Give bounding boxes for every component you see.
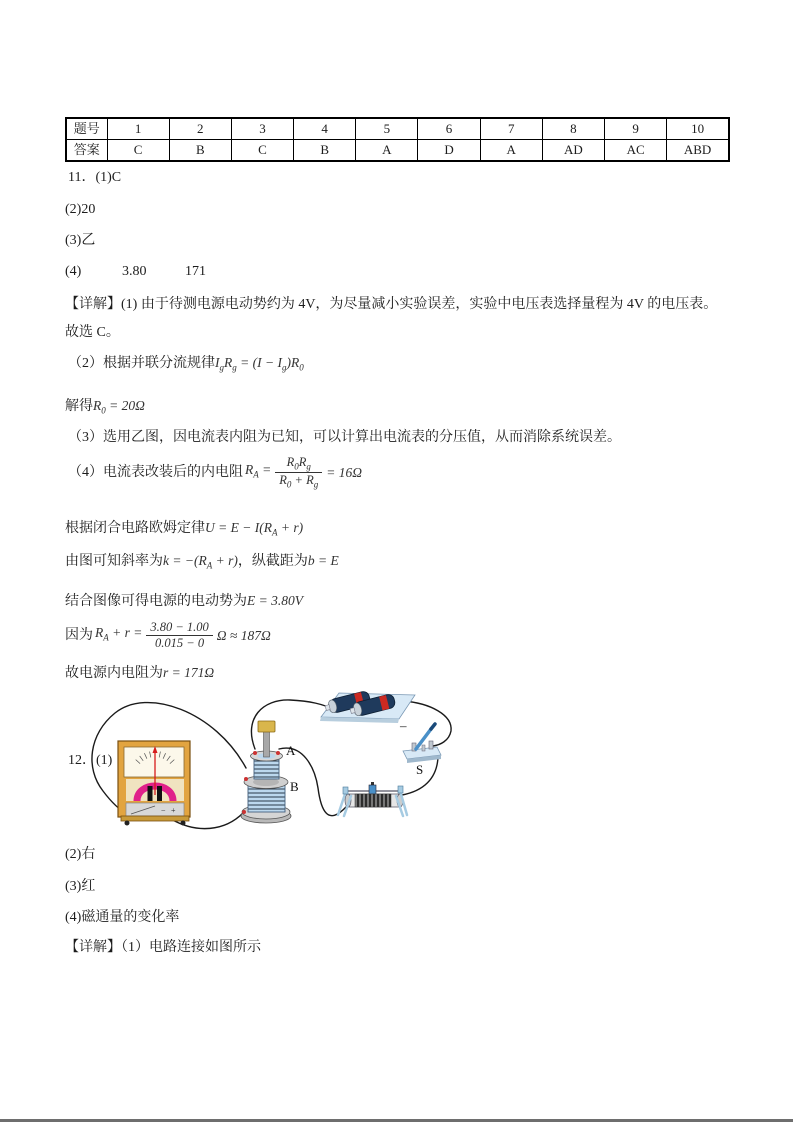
answer-cell: ABD: [667, 140, 729, 162]
answer-cell: B: [294, 140, 356, 162]
magnet-pole-right: [157, 786, 162, 801]
q11-ohm-line: [65, 518, 303, 543]
answer-cell: AD: [542, 140, 604, 162]
q11-step2-text: （2）根据并联分流规律: [68, 356, 215, 371]
q11-step2-line: [68, 353, 304, 378]
q12-label: 12．(1): [68, 753, 113, 768]
answer-table: [65, 117, 730, 162]
battery-pack: [320, 690, 415, 733]
switch-post-mid: [422, 745, 425, 751]
q11-step2-solve-formula: $R_0 = 20\Omega$: [93, 398, 145, 416]
q11-because-rhs: Ω ≈ 187Ω: [216, 627, 271, 643]
q11-step4-denominator: $R_0 + R_g$: [279, 473, 319, 490]
terminal-dot: [276, 751, 280, 755]
q11-emf-text: 结合图像可得电源的电动势为: [65, 594, 247, 609]
q11-ohm-text: 根据闭合电路欧姆定律: [65, 521, 205, 536]
question-number: 1: [107, 118, 169, 140]
q11-step3-text: （3）选用乙图，因电流表内阻为已知，可以计算出电流表的分压值，从而消除系统误差。: [68, 430, 621, 445]
galvanometer-foot-right: [181, 821, 186, 826]
q11-step4-text: （4）电流表改装后的内电阻: [68, 464, 243, 480]
q11-step4-line: [68, 455, 362, 491]
q11-slope-formula: $k = -(R_A + r)$: [163, 553, 238, 571]
q11-part4: [65, 262, 206, 282]
q11-internal-r-formula: r = 171Ω: [163, 665, 215, 680]
coil-b-label: B: [290, 779, 299, 794]
q11-because-fraction: [146, 620, 212, 651]
q11-step4-rhs: = 16Ω: [326, 464, 362, 480]
question-number: 7: [480, 118, 542, 140]
q11-intercept-text: ，纵截距为: [237, 554, 308, 569]
q11-part1: 11．(1)C: [68, 170, 122, 185]
q11-step4-numerator: $R_0R_g$: [275, 455, 322, 473]
q11-part2: (2)20: [65, 202, 96, 217]
table-answer-label: 答案: [66, 140, 107, 162]
q12-part4: (4)磁通量的变化率: [65, 910, 180, 925]
question-number: 2: [169, 118, 231, 140]
q11-emf-line: [65, 591, 303, 612]
q11-because-line: [65, 620, 271, 651]
q11-part3: (3)乙: [65, 233, 96, 248]
table-row-numbers: [66, 118, 729, 140]
rheostat-slider: [369, 785, 376, 794]
answer-cell: AC: [605, 140, 667, 162]
coil-a-label: A: [286, 743, 296, 758]
table-row-answers: [66, 140, 729, 162]
battery-minus-label: –: [400, 718, 407, 733]
q12-part2: (2)右: [65, 847, 96, 862]
rheostat: [338, 782, 407, 816]
rheostat-winding: [355, 794, 391, 807]
coil-assembly: [241, 721, 299, 823]
q11-intercept-formula: b = E: [307, 553, 339, 568]
galvanometer-plus-label: +: [171, 806, 176, 815]
rheostat-post-right: [398, 786, 403, 793]
q11-slope-text: 由图可知斜率为: [65, 554, 163, 569]
circuit-figure: [85, 683, 540, 843]
q11-because-text: 因为: [65, 627, 93, 643]
wire-battery-to-switch: [403, 701, 451, 746]
q12-part3: (3)红: [65, 879, 96, 894]
terminal-dot: [244, 777, 248, 781]
coil-rod: [264, 731, 270, 757]
answer-cell: D: [418, 140, 480, 162]
magnet-pole-left: [148, 786, 153, 801]
question-number: 8: [542, 118, 604, 140]
q11-because-numerator: 3.80 − 1.00: [146, 620, 212, 636]
answer-cell: A: [480, 140, 542, 162]
q11-because-denominator: 0.015 − 0: [155, 636, 205, 650]
q11-step2-solve-text: 解得: [65, 399, 93, 414]
question-number: 9: [605, 118, 667, 140]
q11-part4-value1: 3.80: [122, 264, 147, 279]
switch-post-right: [429, 741, 433, 749]
galvanometer-base: [121, 816, 189, 821]
q11-emf-formula: E = 3.80V: [247, 593, 303, 608]
q11-internal-r-line: [65, 663, 214, 684]
q11-slope-line: [65, 551, 339, 576]
question-number: 6: [418, 118, 480, 140]
q11-part4-label: (4): [65, 264, 82, 279]
terminal-dot: [242, 810, 246, 814]
q11-part4-value2: 171: [185, 264, 206, 279]
question-number: 3: [231, 118, 293, 140]
battery-nub: [350, 708, 355, 714]
q12-detail: 【详解】（1）电路连接如图所示: [65, 940, 261, 955]
table-header-label: 题号: [66, 118, 107, 140]
q11-step4-lhs: $R_A$ =: [245, 462, 272, 481]
q11-detail-choice: 故选 C。: [65, 325, 120, 340]
q11-step4-fraction: [275, 455, 322, 491]
q11-internal-r-text: 故电源内电阻为: [65, 666, 163, 681]
coil-brass-knob: [258, 721, 275, 732]
question-number: 5: [356, 118, 418, 140]
galvanometer: [118, 741, 190, 826]
q11-because-lhs: $R_A + r$ =: [95, 625, 143, 643]
answer-cell: B: [169, 140, 231, 162]
switch-lever-tip: [431, 724, 435, 729]
q11-step2-formula: $I_gR_g = (I - I_g)R_0$: [215, 355, 304, 373]
galvanometer-minus-label: −: [161, 806, 166, 815]
rheostat-post-left: [343, 787, 348, 794]
question-number: 10: [667, 118, 729, 140]
answer-cell: C: [107, 140, 169, 162]
answer-cell: A: [356, 140, 418, 162]
galvanometer-foot-left: [125, 821, 130, 826]
q11-step2-solve-line: [65, 396, 145, 421]
battery-nub: [325, 705, 330, 711]
answer-cell: C: [231, 140, 293, 162]
q11-ohm-formula: $U = E - I(R_A + r)$: [205, 520, 304, 538]
question-number: 4: [294, 118, 356, 140]
q11-detail-intro: 【详解】(1) 由于待测电源电动势约为 4V，为尽量减小实验误差，实验中电压表选择量程为 4V 的电压表。: [65, 297, 718, 312]
terminal-dot: [253, 751, 257, 755]
switch-label: S: [416, 762, 424, 777]
